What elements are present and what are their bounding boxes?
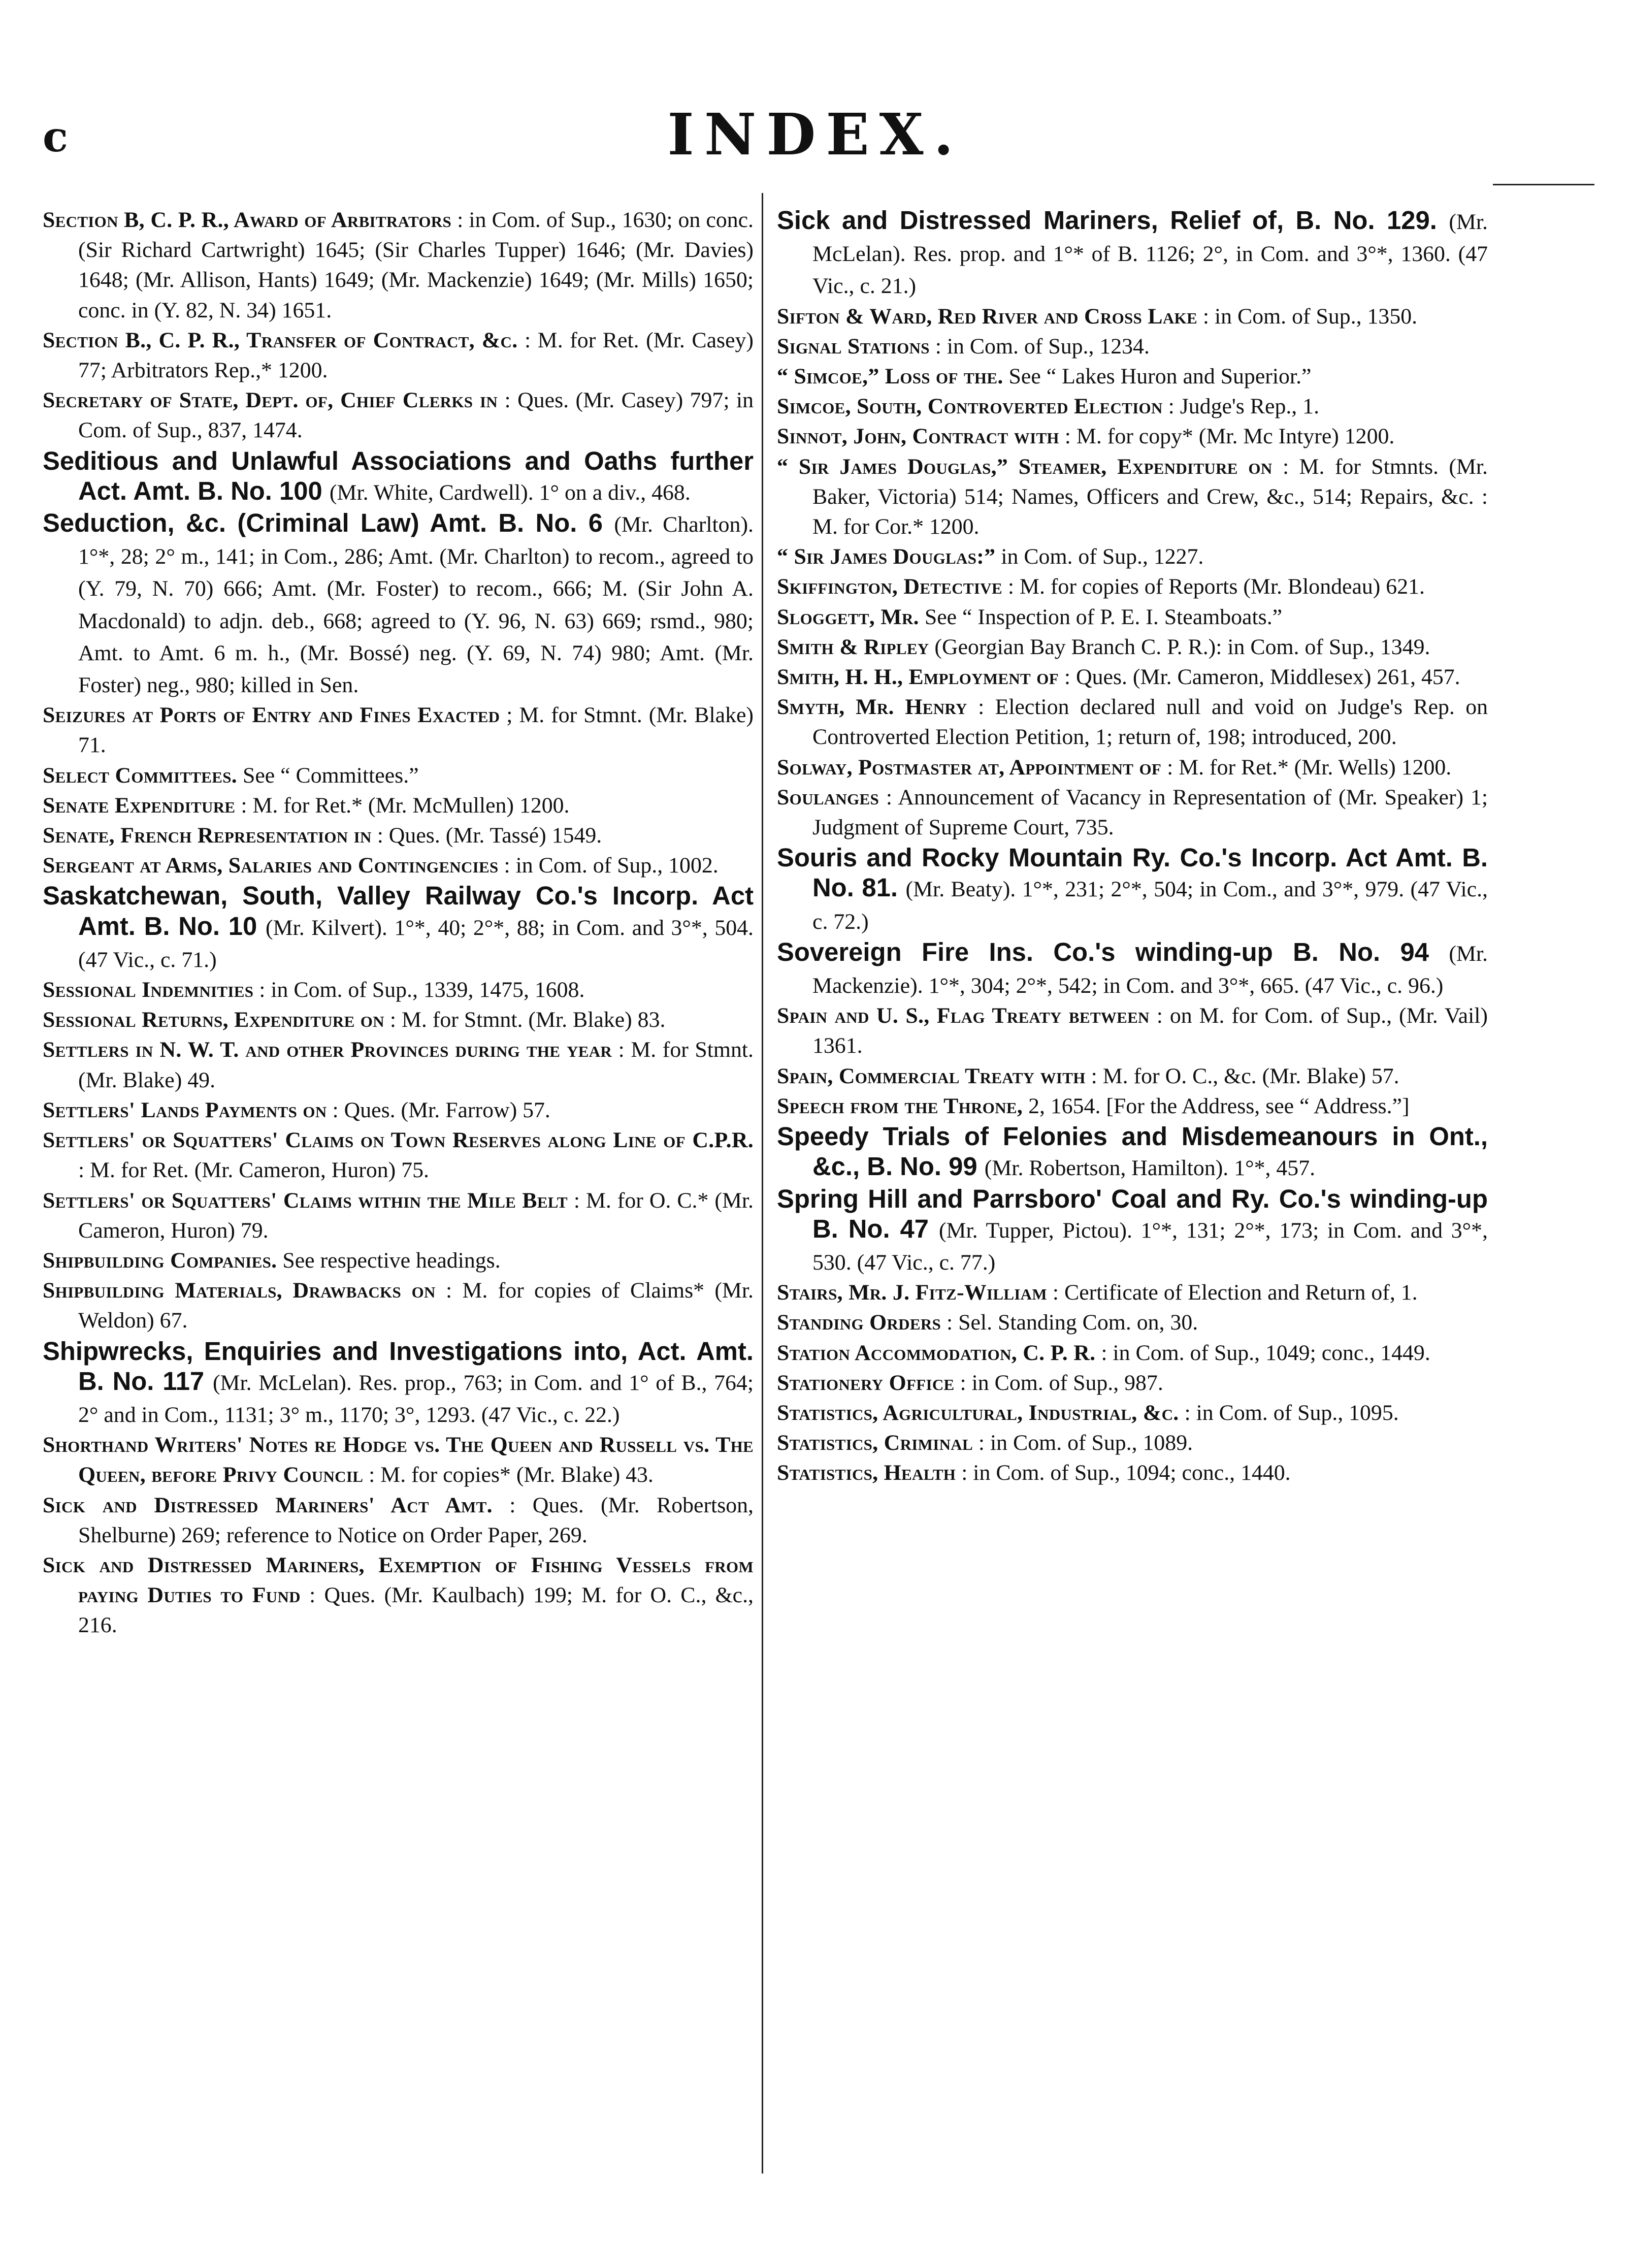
entry-text: : Judge's Rep., 1. (1168, 394, 1320, 419)
entry-heading: Solway, Postmaster at, Appointment of (777, 755, 1162, 780)
entry-text: : in Com. of Sup., 1002. (504, 853, 719, 878)
entry-heading: Senate, French Representation in (43, 823, 372, 848)
index-entry (43, 761, 754, 791)
entry-text: : in Com. of Sup., 1089. (978, 1431, 1193, 1455)
entry-title: Spring Hill and Parrsboro' Coal and Ry. Co.'s winding-up B. No. 47 (777, 1184, 1488, 1243)
entry-text: : in Com. of Sup., 1049; conc., 1449. (1101, 1340, 1430, 1365)
entry-text: : M. for Stmnts. (Mr. Baker, Victoria) 514; Names, Officers and Crew, &c., 514; Repairs, &c. : M. for Cor.* 1200. (812, 454, 1488, 539)
entry-text: : M. for copy* (Mr. Mc Intyre) 1200. (1064, 424, 1395, 449)
entry-heading: Spain and U. S., Flag Treaty between (777, 1003, 1150, 1028)
entry-text: : M. for O. C., &c. (Mr. Blake) 57. (1091, 1063, 1399, 1088)
entry-text: (Mr. McLelan). Res. prop. and 1°* of B. 1126; 2°, in Com. and 3°*, 1360. (47 Vic., c. 21.) (812, 210, 1488, 299)
entry-heading: “ Simcoe,” Loss of the. (777, 364, 1003, 389)
entry-heading: Soulanges (777, 785, 879, 809)
index-entry (777, 205, 1488, 302)
index-entry (43, 1095, 754, 1125)
entry-text: 2, 1654. [For the Address, see “ Address.”] (1028, 1093, 1410, 1118)
index-entry (777, 1368, 1488, 1398)
entry-heading: Stationery Office (777, 1370, 955, 1395)
index-entry (43, 326, 754, 385)
index-entry (777, 1398, 1488, 1428)
entry-heading: Shipbuilding Companies. (43, 1248, 277, 1273)
entry-text: : M. for copies of Reports (Mr. Blondeau) 621. (1007, 574, 1425, 599)
entry-heading: Sick and Distressed Mariners, Exemption of Fishing Vessels from paying Duties to Fund (43, 1552, 754, 1608)
entry-heading: Statistics, Agricultural, Industrial, &c. (777, 1400, 1179, 1425)
entry-heading: Shipbuilding Materials, Drawbacks on (43, 1278, 436, 1303)
entry-text: : Ques. (Mr. Kaulbach) 199; M. for O. C., &c., 216. (78, 1583, 754, 1638)
entry-text: : Sel. Standing Com. on, 30. (947, 1310, 1198, 1335)
index-entry (777, 1091, 1488, 1121)
entry-text: (Mr. Mackenzie). 1°*, 304; 2°*, 542; in Com. and 3°*, 665. (47 Vic., c. 96.) (812, 941, 1488, 998)
entry-heading: Seizures at Ports of Entry and Fines Exacted (43, 703, 500, 728)
index-entry (43, 1491, 754, 1550)
index-entry (43, 1246, 754, 1276)
page-title: INDEX. (667, 102, 964, 168)
entry-title: Souris and Rocky Mountain Ry. Co.'s Incorp. Act Amt. B. No. 81. (777, 843, 1488, 902)
index-entry (43, 975, 754, 1005)
entry-text: : M. for Stmnt. (Mr. Blake) 83. (389, 1008, 666, 1032)
entry-heading: Smith, H. H., Employment of (777, 665, 1059, 690)
entry-text: : in Com. of Sup., 1630; on conc. (Sir Richard Cartwright) 1645; (Sir Charles Tupper) 1646; (Mr. Davies) 1648; (Mr. Allison, Hants) 1649; (Mr. Mackenzie) 1649; (Mr. Mills) 1650; conc. in (Y. 82, N. 34) 1651. (78, 208, 754, 322)
index-entry (43, 1186, 754, 1246)
entry-text: (Mr. Tupper, Pictou). 1°*, 131; 2°*, 173; in Com. and 3°*, 530. (47 Vic., c. 77.) (812, 1218, 1488, 1275)
entry-text: : M. for Ret. (Mr. Casey) 77; Arbitrators Rep.,* 1200. (78, 328, 754, 383)
entry-text: : M. for Ret. (Mr. Cameron, Huron) 75. (78, 1158, 429, 1183)
entry-heading: Skiffington, Detective (777, 574, 1002, 599)
column-divider (762, 193, 763, 2174)
index-entry (43, 205, 754, 326)
entry-text: : Announcement of Vacancy in Representation of (Mr. Speaker) 1; Judgment of Supreme Court, 735. (812, 785, 1488, 840)
entry-text: (Mr. White, Cardwell). 1° on a div., 468. (329, 480, 691, 505)
entry-text: : in Com. of Sup., 1339, 1475, 1608. (259, 978, 585, 1002)
index-entry (43, 385, 754, 445)
entry-text: : M. for Ret.* (Mr. McMullen) 1200. (241, 793, 570, 818)
entry-text: : in Com. of Sup., 1094; conc., 1440. (961, 1461, 1291, 1485)
index-entry (777, 783, 1488, 843)
entry-title: Seduction, &c. (Criminal Law) Amt. B. No. 6 (43, 508, 603, 538)
entry-heading: Sifton & Ward, Red River and Cross Lake (777, 304, 1197, 329)
entry-text: : Ques. (Mr. Robertson, Shelburne) 269; reference to Notice on Order Paper, 269. (78, 1493, 754, 1547)
entry-text: : Election declared null and void on Judge's Rep. on Controverted Election Petition, 1; return of, 198; introduced, 200. (812, 695, 1488, 750)
index-entry (777, 662, 1488, 692)
index-entry (777, 1001, 1488, 1061)
index-entry (777, 632, 1488, 662)
index-entry (43, 1550, 754, 1641)
index-entry (777, 937, 1488, 1001)
index-entry (43, 851, 754, 881)
entry-heading: “ Sir James Douglas,” Steamer, Expenditure on (777, 454, 1273, 479)
entry-text: : Ques. (Mr. Cameron, Middlesex) 261, 457. (1064, 665, 1460, 690)
index-entry (43, 881, 754, 975)
entry-heading: Senate Expenditure (43, 793, 236, 818)
index-entry (777, 1184, 1488, 1278)
entry-heading: “ Sir James Douglas:” (777, 544, 996, 569)
entry-text: : in Com. of Sup., 1234. (935, 334, 1150, 359)
index-entry (777, 362, 1488, 392)
entry-text: (Georgian Bay Branch C. P. R.): in Com. of Sup., 1349. (934, 634, 1430, 659)
entry-text: in Com. of Sup., 1227. (1001, 544, 1204, 569)
entry-heading: Sessional Returns, Expenditure on (43, 1008, 384, 1032)
entry-text: See “ Inspection of P. E. I. Steamboats.” (924, 604, 1283, 629)
entry-heading: Spain, Commercial Treaty with (777, 1063, 1086, 1088)
entry-text: : M. for Stmnt. (Mr. Blake) 49. (78, 1038, 754, 1092)
entry-heading: Signal Stations (777, 334, 930, 359)
index-entry (43, 791, 754, 821)
entry-text: : Ques. (Mr. Farrow) 57. (332, 1097, 550, 1122)
page-letter: c (43, 113, 69, 161)
index-entry (777, 542, 1488, 572)
entry-heading: Speech from the Throne, (777, 1093, 1023, 1118)
entry-text: (Mr. Robertson, Hamilton). 1°*, 457. (984, 1156, 1316, 1181)
entry-text: : on M. for Com. of Sup., (Mr. Vail) 1361. (812, 1003, 1488, 1058)
entry-text: See respective headings. (282, 1248, 501, 1273)
index-entry (777, 1061, 1488, 1091)
entry-heading: Settlers in N. W. T. and other Provinces during the year (43, 1038, 612, 1062)
index-entry (43, 821, 754, 851)
entry-text: See “ Lakes Huron and Superior.” (1008, 364, 1312, 389)
entry-heading: Standing Orders (777, 1310, 941, 1335)
entry-text: (Mr. McLelan). Res. prop., 763; in Com. and 1° of B., 764; 2° and in Com., 1131; 3° m., 1170; 3°, 1293. (47 Vic., c. 22.) (78, 1370, 754, 1427)
index-entry (43, 508, 754, 700)
header-rule (1493, 184, 1594, 185)
index-entry (777, 1338, 1488, 1368)
entry-title: Saskatchewan, South, Valley Railway Co.'s Incorp. Act Amt. B. No. 10 (43, 881, 754, 941)
entry-heading: Shorthand Writers' Notes re Hodge vs. The Queen and Russell vs. The Queen, before Privy Council (43, 1433, 754, 1487)
entry-title: Sick and Distressed Mariners, Relief of, B. No. 129. (777, 206, 1437, 235)
right-column (777, 205, 1488, 1488)
entry-heading: Sergeant at Arms, Salaries and Contingencies (43, 853, 499, 878)
index-entry (777, 692, 1488, 752)
index-entry (43, 1125, 754, 1185)
entry-heading: Smyth, Mr. Henry (777, 695, 967, 720)
index-entry (43, 446, 754, 508)
entry-text: : Ques. (Mr. Tassé) 1549. (377, 823, 602, 848)
entry-text: See “ Committees.” (242, 763, 419, 788)
entry-text: : M. for copies of Claims* (Mr. Weldon) 67. (78, 1278, 754, 1333)
index-entry (43, 1276, 754, 1336)
entry-title: Speedy Trials of Felonies and Misdemeanours in Ont., &c., B. No. 99 (777, 1122, 1488, 1181)
entry-heading: Settlers' Lands Payments on (43, 1097, 327, 1122)
index-entry (43, 1005, 754, 1035)
entry-text: : M. for O. C.* (Mr. Cameron, Huron) 79. (78, 1188, 754, 1243)
entry-text: : M. for Ret.* (Mr. Wells) 1200. (1167, 755, 1452, 780)
entry-text: : in Com. of Sup., 987. (960, 1370, 1163, 1395)
index-entry (777, 1308, 1488, 1338)
entry-text: : Certificate of Election and Return of, 1. (1052, 1280, 1418, 1305)
index-entry (43, 700, 754, 760)
index-entry (777, 332, 1488, 362)
entry-heading: Select Committees. (43, 763, 238, 788)
entry-heading: Sinnot, John, Contract with (777, 424, 1059, 449)
index-entry (777, 602, 1488, 632)
entry-heading: Section B., C. P. R., Transfer of Contract, &c. (43, 328, 518, 352)
index-entry (777, 843, 1488, 937)
entry-text: : M. for copies* (Mr. Blake) 43. (369, 1463, 654, 1487)
entry-text: (Mr. Beaty). 1°*, 231; 2°*, 504; in Com., and 3°*, 979. (47 Vic., c. 72.) (812, 877, 1488, 934)
entry-text: : Ques. (Mr. Casey) 797; in Com. of Sup., 837, 1474. (78, 388, 754, 443)
entry-text: ; M. for Stmnt. (Mr. Blake) 71. (78, 703, 754, 758)
entry-heading: Section B, C. P. R., Award of Arbitrators (43, 208, 452, 232)
index-entry (777, 1428, 1488, 1458)
index-entry (43, 1336, 754, 1431)
entry-heading: Sick and Distressed Mariners' Act Amt. (43, 1493, 493, 1517)
index-entry (43, 1035, 754, 1095)
index-entry (777, 422, 1488, 451)
entry-heading: Smith & Ripley (777, 634, 929, 659)
index-entry (43, 1430, 754, 1490)
index-entry (777, 753, 1488, 783)
entry-title: Shipwrecks, Enquiries and Investigations into, Act. Amt. B. No. 117 (43, 1336, 754, 1396)
entry-heading: Sloggett, Mr. (777, 604, 919, 629)
entry-text: : in Com. of Sup., 1350. (1202, 304, 1418, 329)
entry-heading: Secretary of State, Dept. of, Chief Clerks in (43, 388, 498, 413)
entry-text: (Mr. Charlton). 1°*, 28; 2° m., 141; in Com., 286; Amt. (Mr. Charlton) to recom., agreed to (Y. 79, N. 70) 666; Amt. (Mr. Foster) to recom., 666; M. (Sir John A. Macdonald) to adjn. deb., 668; agreed to (Y. 96, N. 63) 669; rsmd., 980; Amt. to Amt. 6 m. h., (Mr. Bossé) neg. (Y. 69, N. 74) 980; Amt. (Mr. Foster) neg., 980; killed in Sen. (78, 512, 754, 698)
entry-heading: Simcoe, South, Controverted Election (777, 394, 1163, 419)
index-entry (777, 572, 1488, 602)
entry-heading: Settlers' or Squatters' Claims within the Mile Belt (43, 1188, 568, 1213)
index-entry (777, 302, 1488, 332)
entry-title: Seditious and Unlawful Associations and Oaths further Act. Amt. B. No. 100 (43, 446, 754, 505)
index-entry (777, 452, 1488, 542)
index-entry (777, 1458, 1488, 1488)
entry-text: : in Com. of Sup., 1095. (1184, 1400, 1399, 1425)
entry-heading: Statistics, Health (777, 1461, 956, 1485)
index-entry (777, 1121, 1488, 1183)
entry-text: (Mr. Kilvert). 1°*, 40; 2°*, 88; in Com. and 3°*, 504. (47 Vic., c. 71.) (78, 915, 754, 972)
entry-heading: Statistics, Criminal (777, 1431, 973, 1455)
entry-heading: Sessional Indemnities (43, 978, 254, 1002)
entry-heading: Settlers' or Squatters' Claims on Town Reserves along Line of C.P.R. (43, 1128, 754, 1153)
index-entry (777, 1278, 1488, 1308)
entry-heading: Station Accommodation, C. P. R. (777, 1340, 1096, 1365)
entry-heading: Stairs, Mr. J. Fitz-William (777, 1280, 1047, 1305)
entry-title: Sovereign Fire Ins. Co.'s winding-up B. No. 94 (777, 937, 1429, 966)
index-entry (777, 392, 1488, 422)
left-column (43, 205, 754, 1641)
